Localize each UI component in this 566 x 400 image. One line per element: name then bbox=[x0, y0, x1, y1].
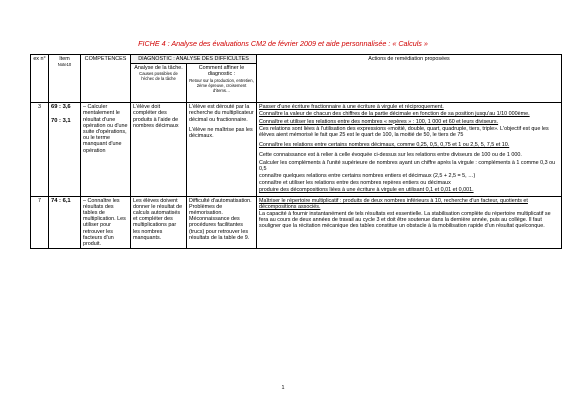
header-competences: COMPETENCES bbox=[81, 55, 131, 103]
item-score: 69 : 3,6 bbox=[51, 104, 71, 111]
table-row bbox=[31, 196, 562, 249]
remediation-text: Connaître et utiliser les relations entre des nombres « repères » : 100, 1 000 et 60 et leurs diviseurs. bbox=[259, 118, 499, 125]
row-ex-number: 3 bbox=[31, 103, 49, 196]
remediation-text: Maîtriser le répertoire multiplicatif : produits de deux nombres inférieurs à 10, recherche d'un facteur, quotients et décompositions associés. bbox=[259, 197, 528, 210]
remediation-text: connaître et utiliser les relations entre des nombres repères entiers ou décimaux bbox=[259, 180, 451, 187]
remediation-text: Passer d'une écriture fractionnaire à une écriture à virgule et réciproquement. bbox=[259, 104, 444, 111]
row-comment bbox=[187, 196, 257, 249]
header-row-1 bbox=[31, 55, 562, 64]
comment-text: Difficulté d'automatisation. Problèmes de mémorisation. Méconnaissance des procédures facilitantes (trucs) pour retrouver les résultats de la table de 9. bbox=[189, 197, 252, 241]
remediation-text: Calculer les compléments à l'unité supérieure de nombres ayant un chiffre après la virgule : compléments à 1 comme 0,3 ou 0,5 bbox=[259, 159, 556, 172]
row-analyse: Les élèves doivent donner le résultat de calculs automatisés et compléter des multiplications par les nombres manquants. bbox=[131, 196, 187, 249]
comment-text: L'élève est dérouté par la recherche du multiplicateur décimal ou fractionnaire. bbox=[189, 104, 254, 123]
item-score: 70 : 3,1 bbox=[51, 118, 71, 125]
header-ex: ex n° bbox=[31, 55, 49, 103]
row-remediation bbox=[257, 103, 562, 196]
remediation-text: Connaître les relations entre certains nombres décimaux, comme 0,25, 0,5, 0,75 et 1 ou 2,5, 5, 7,5 et 10. bbox=[259, 142, 510, 149]
header-diagnostic: DIAGNOSTIC : ANALYSE DES DIFFICULTES bbox=[131, 55, 257, 64]
header-comment: Comment affiner le diagnostic : Retour sur la production, entretien, 2ème épreuve, croisement d'items… bbox=[187, 64, 257, 103]
remediation-text: produire des décompositions liées à une écriture à virgule en utilisant 0,1 et 0,01 et 0,001. bbox=[259, 187, 474, 194]
row-remediation bbox=[257, 196, 562, 249]
remediation-text: Cette connaissance est à relier à celle évoquée ci-dessus sur les relations entre diviseurs de 100 ou de 1 000. bbox=[259, 152, 522, 159]
table-row bbox=[31, 103, 562, 196]
page-title: FICHE 4 : Analyse des évaluations CM2 de février 2009 et aide personnalisée : « Calculs » bbox=[138, 39, 428, 48]
remediation-text: Ces relations sont liées à l'utilisation des expressions «moitié, double, quart, quadruple, tiers, triple». L'objectif est que les élèves aient mémorisé le fait que 25 est le quart de 100, la moitié de 50, le tiers de 75 bbox=[259, 125, 549, 139]
row-comment bbox=[187, 103, 257, 196]
remediation-text: connaître quelques relations entre certains nombres entiers et décimaux (2,5 + 2,5 = 5, …) bbox=[259, 173, 476, 180]
page-number: 1 bbox=[281, 385, 285, 391]
row-competence: – Calculer mentalement le résultat d'une opération ou d'une suite d'opérations, ou le terme manquant d'une opération bbox=[81, 103, 131, 196]
row-analyse: L'élève doit compléter des produits à l'aide de nombres décimaux bbox=[131, 103, 187, 196]
analysis-table bbox=[30, 54, 562, 249]
remediation-text: La capacité à fournir instantanément de tels résultats est essentielle. La stabilisation complète du répertoire multiplicatif se fera au cours de deux années de travail au cycle 3 et doit être soutenue dans la dernière année, puis au collège. Il faut souligner que la récitation mécanique des tables constitue un obstacle à la mobilisation rapide d'un résultat quelconque. bbox=[259, 211, 551, 230]
header-remediation: Actions de remédiation proposées bbox=[257, 55, 562, 103]
row-items bbox=[49, 196, 81, 249]
header-item: Item Note10 bbox=[49, 55, 81, 103]
row-items bbox=[49, 103, 81, 196]
header-analyse: Analyse de la tâche. Causes possibles de l'échec de la tâche bbox=[131, 64, 187, 103]
row-ex-number: 7 bbox=[31, 196, 49, 249]
row-competence: – Connaître les résultats des tables de multiplication. Les utiliser pour retrouver les facteurs d'un produit. bbox=[81, 196, 131, 249]
remediation-text: Connaître la valeur de chacun des chiffres de la partie décimale en fonction de sa position jusqu'au 1/10 000ème. bbox=[259, 111, 530, 118]
item-score: 74 : 6,1 bbox=[51, 197, 71, 204]
comment-text: L'élève ne maîtrise pas les décimaux. bbox=[189, 126, 253, 140]
